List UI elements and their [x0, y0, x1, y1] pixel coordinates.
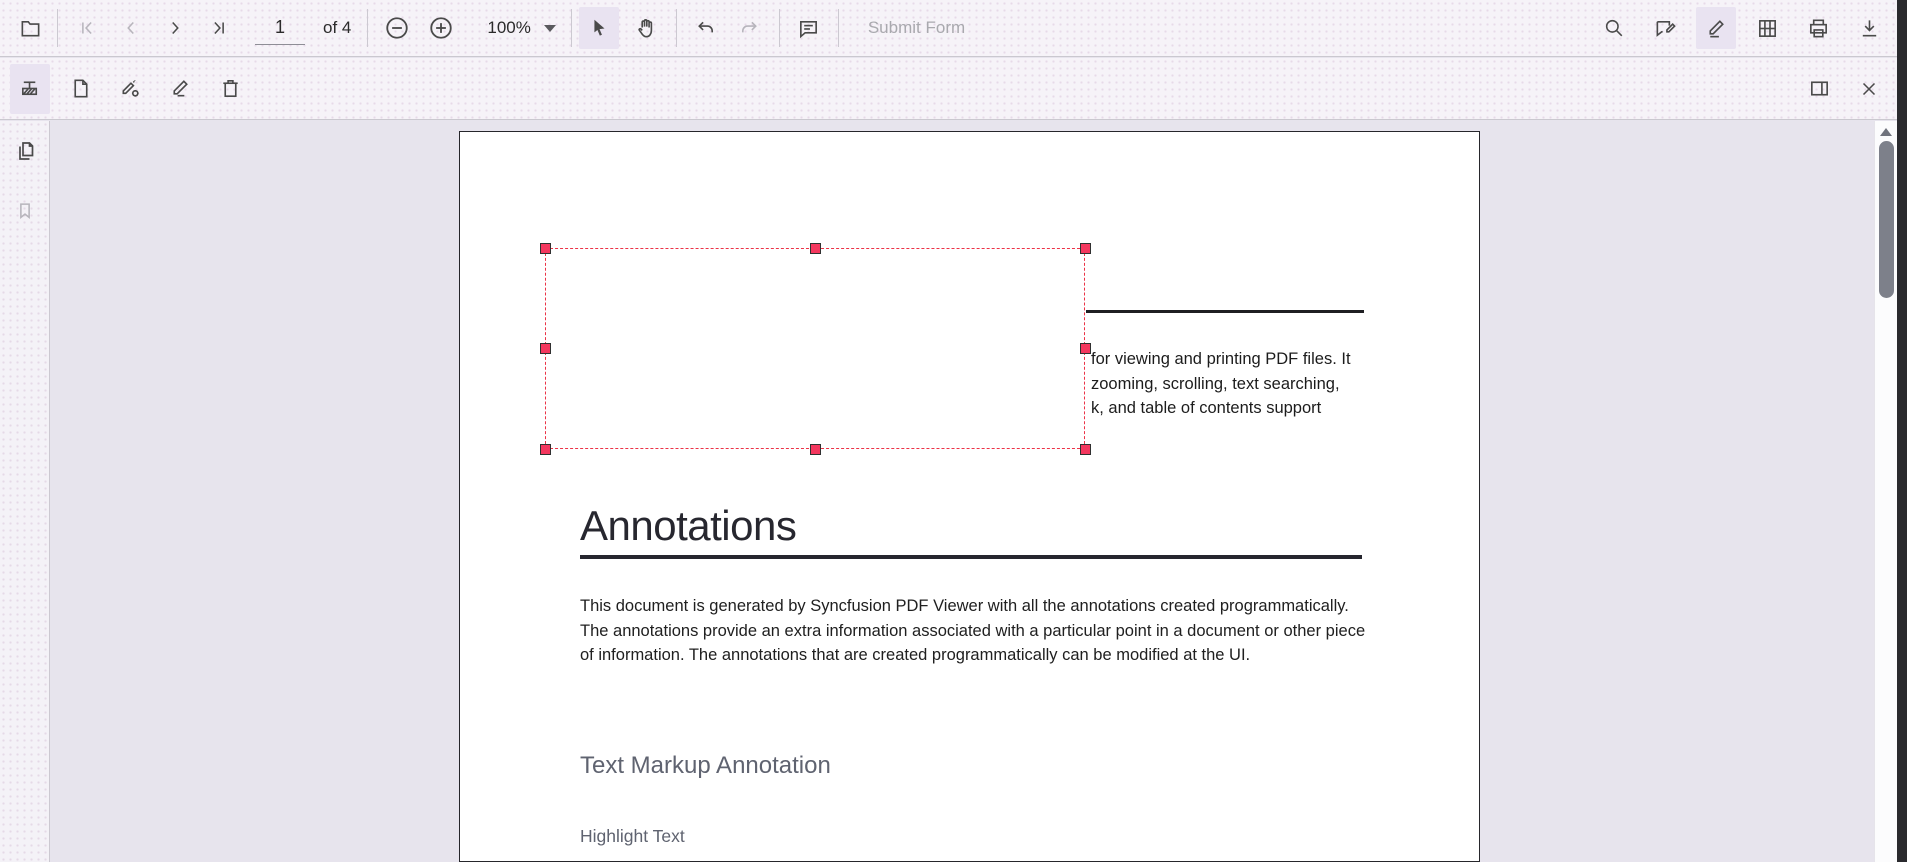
download-button[interactable]: [1849, 7, 1889, 49]
last-page-button[interactable]: [197, 7, 241, 49]
print-icon: [1807, 17, 1830, 40]
window-edge: [1897, 0, 1907, 862]
text-highlight-tool-button[interactable]: [10, 64, 50, 114]
pencil-gear-icon: [119, 77, 142, 100]
chevron-left-icon: [120, 17, 142, 39]
delete-annotation-button[interactable]: [210, 64, 250, 114]
clipped-line: k, and table of contents support: [1091, 399, 1322, 418]
covered-heading-underline: [1086, 310, 1364, 313]
viewer-canvas[interactable]: [51, 121, 1874, 862]
selected-rectangle-annotation[interactable]: [545, 248, 1085, 449]
clipped-line: zooming, scrolling, text searching,: [1091, 374, 1340, 393]
zoom-in-icon: [428, 15, 454, 41]
page-number-input[interactable]: [255, 11, 305, 45]
search-button[interactable]: [1594, 7, 1634, 49]
close-annotation-toolbar-button[interactable]: [1849, 64, 1889, 114]
page-thumbnails-icon: [14, 139, 38, 163]
comment-panel-button[interactable]: [1799, 64, 1839, 114]
hand-icon: [635, 17, 658, 40]
zoom-out-icon: [384, 15, 410, 41]
annotation-comment-button[interactable]: [1645, 7, 1685, 49]
document-paragraph: This document is generated by Syncfusion PDF Viewer with all the annotations created programmatically. The annotations provide an extra information associated with a particular point in a document or other piece of information. The annotations that are created programmatically can be modified at the UI.: [580, 597, 1366, 665]
zoom-in-button[interactable]: [419, 7, 463, 49]
separator: [57, 9, 58, 47]
resize-handle-bottom-right[interactable]: [1080, 444, 1091, 455]
resize-handle-bottom-left[interactable]: [540, 444, 551, 455]
trash-icon: [219, 77, 242, 100]
download-icon: [1858, 17, 1881, 40]
subsection-heading: Highlight Text: [580, 826, 685, 846]
open-file-button[interactable]: [10, 7, 50, 49]
annotation-edit-button[interactable]: [1696, 7, 1736, 49]
page-count-label: of 4: [323, 18, 352, 37]
resize-handle-top-left[interactable]: [540, 243, 551, 254]
zoom-level-value: 100%: [487, 18, 531, 37]
previous-page-button[interactable]: [109, 7, 153, 49]
section-heading: Text Markup Annotation: [580, 752, 831, 779]
scroll-up-arrow-icon[interactable]: [1880, 128, 1892, 136]
cursor-icon: [588, 17, 610, 39]
undo-icon: [694, 17, 717, 40]
vertical-scrollbar[interactable]: [1874, 121, 1897, 862]
pencil-underline-icon: [169, 77, 192, 100]
separator: [367, 9, 368, 47]
document-page-icon: [69, 77, 92, 100]
resize-handle-top-center[interactable]: [810, 243, 821, 254]
selection-tool-button[interactable]: [579, 7, 619, 49]
main-toolbar: [0, 0, 1907, 57]
submit-form-button[interactable]: Submit Form: [867, 18, 966, 37]
zoom-out-button[interactable]: [375, 7, 419, 49]
clipped-paragraph: [1091, 347, 1351, 421]
folder-icon: [19, 17, 42, 40]
comment-button[interactable]: [787, 7, 831, 49]
document-tool-button[interactable]: [60, 64, 100, 114]
navigation-sidebar: [0, 121, 50, 862]
clipped-line: for viewing and printing PDF files. It: [1091, 350, 1351, 368]
first-page-button[interactable]: [65, 7, 109, 49]
separator: [779, 9, 780, 47]
resize-handle-middle-right[interactable]: [1080, 343, 1091, 354]
print-button[interactable]: [1798, 7, 1838, 49]
form-grid-icon: [1756, 17, 1779, 40]
redo-button[interactable]: [728, 7, 772, 49]
bookmark-icon: [14, 200, 36, 222]
heading-underline: [580, 555, 1362, 559]
comment-edit-icon: [1654, 17, 1677, 40]
scrollbar-thumb[interactable]: [1879, 141, 1894, 298]
separator: [676, 9, 677, 47]
pan-tool-button[interactable]: [625, 7, 669, 49]
separator: [838, 9, 839, 47]
last-page-icon: [208, 17, 230, 39]
form-fields-button[interactable]: [1747, 7, 1787, 49]
undo-button[interactable]: [684, 7, 728, 49]
pen-underline-icon: [1705, 17, 1728, 40]
thumbnails-button[interactable]: [14, 139, 38, 163]
search-icon: [1603, 17, 1625, 39]
annotation-toolbar: [0, 58, 1907, 120]
separator: [571, 9, 572, 47]
resize-handle-middle-left[interactable]: [540, 343, 551, 354]
comment-icon: [797, 17, 820, 40]
zoom-dropdown-caret-icon[interactable]: [544, 25, 556, 32]
text-highlight-icon: [19, 77, 42, 100]
annotation-settings-button[interactable]: [110, 64, 150, 114]
resize-handle-top-right[interactable]: [1080, 243, 1091, 254]
document-heading: Annotations: [580, 502, 797, 549]
next-page-button[interactable]: [153, 7, 197, 49]
first-page-icon: [76, 17, 98, 39]
close-icon: [1858, 78, 1880, 100]
side-panel-icon: [1808, 77, 1831, 100]
resize-handle-bottom-center[interactable]: [810, 444, 821, 455]
bookmarks-button[interactable]: [14, 199, 38, 223]
pdf-page-1: [459, 131, 1480, 862]
ink-tool-button[interactable]: [160, 64, 200, 114]
redo-icon: [738, 17, 761, 40]
chevron-right-icon: [164, 17, 186, 39]
